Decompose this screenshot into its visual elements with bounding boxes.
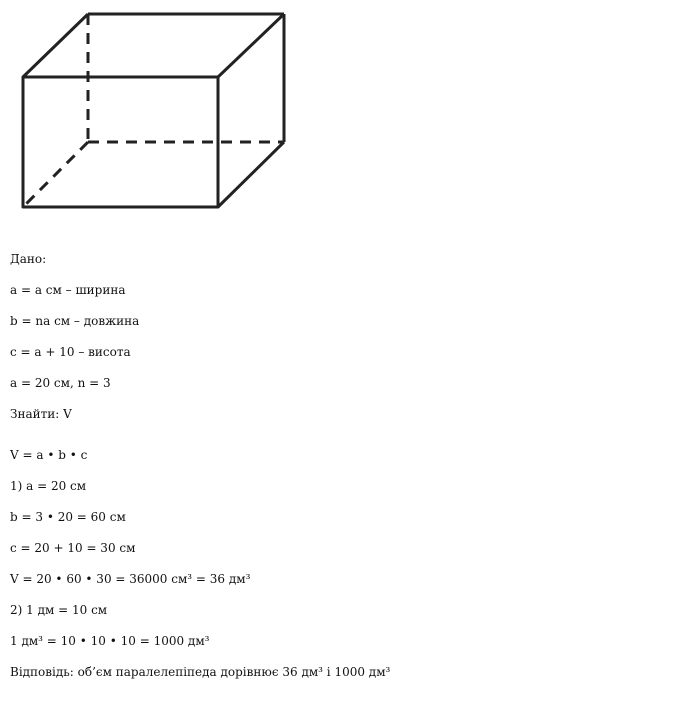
bottom-right-depth-edge — [218, 142, 284, 207]
answer-line: Відповідь: об’єм паралелепіпеда дорівнює 36 дм³ і 1000 дм³ — [10, 665, 391, 679]
step-2-conversion: 2) 1 дм = 10 см — [10, 603, 108, 617]
step-1-a: 1) a = 20 см — [10, 479, 87, 493]
given-line-height: c = a + 10 – висота — [10, 345, 131, 359]
step-2-cube: 1 дм³ = 10 • 10 • 10 = 1000 дм³ — [10, 634, 210, 648]
given-heading: Дано: — [10, 252, 47, 266]
solution-text — [10, 244, 698, 688]
visible-edges — [23, 14, 284, 207]
section-gap — [10, 430, 698, 440]
given-line-values: a = 20 см, n = 3 — [10, 376, 111, 390]
hidden-edges — [23, 14, 284, 207]
parallelepiped-figure — [0, 0, 300, 220]
given-line-length: b = na см – довжина — [10, 314, 140, 328]
given-line-width: a = a см – ширина — [10, 283, 126, 297]
hidden-edge-depth — [23, 142, 88, 207]
top-left-depth-edge — [23, 14, 88, 77]
step-1-c: c = 20 + 10 = 30 см — [10, 541, 136, 555]
find-line: Знайти: V — [10, 407, 72, 421]
step-1-volume: V = 20 • 60 • 30 = 36000 см³ = 36 дм³ — [10, 572, 251, 586]
step-1-b: b = 3 • 20 = 60 см — [10, 510, 126, 524]
formula-line: V = a • b • c — [10, 448, 88, 462]
top-right-depth-edge — [218, 14, 284, 77]
